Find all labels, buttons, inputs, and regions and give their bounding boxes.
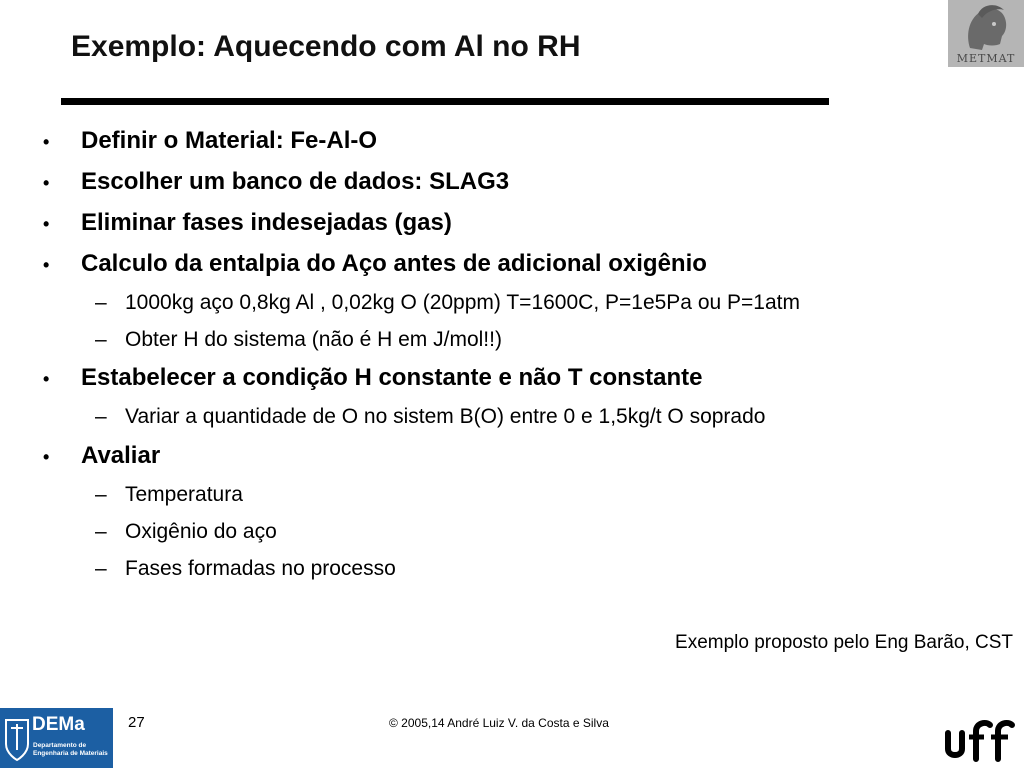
sub-bullet-item — [95, 483, 243, 507]
bullet-item — [43, 127, 378, 155]
sub-bullet-item — [95, 405, 766, 429]
bullet-icon: • — [43, 132, 50, 152]
dash-icon: – — [95, 520, 107, 543]
bullet-text: Estabelecer a condição H constante e não T constante — [81, 364, 703, 391]
copyright: © 2005,14 André Luiz V. da Costa e Silva — [389, 716, 609, 730]
crest-icon — [2, 710, 32, 768]
dash-icon: – — [95, 328, 107, 351]
helmet-head-icon — [948, 0, 1024, 54]
metmat-logo — [948, 0, 1024, 67]
sub-bullet-text: 1000kg aço 0,8kg Al , 0,02kg O (20ppm) T=1600C, P=1e5Pa ou P=1atm — [125, 291, 800, 314]
sub-bullet-item — [95, 520, 277, 544]
dash-icon: – — [95, 557, 107, 580]
bullet-item — [43, 250, 707, 278]
dema-subtitle-line: Departamento de — [33, 742, 87, 749]
dema-subtitle — [33, 742, 108, 758]
sub-bullet-text: Temperatura — [125, 483, 243, 506]
sub-bullet-item — [95, 291, 800, 315]
sub-bullet-text: Obter H do sistema (não é H em J/mol!!) — [125, 328, 502, 351]
bullet-icon: • — [43, 255, 50, 275]
sub-bullet-item — [95, 328, 502, 352]
sub-bullet-item — [95, 557, 396, 581]
bullet-item — [43, 209, 452, 237]
dash-icon: – — [95, 405, 107, 428]
bullet-icon: • — [43, 447, 50, 467]
metmat-wordmark: METMAT — [956, 52, 1016, 65]
sub-bullet-text: Fases formadas no processo — [125, 557, 396, 580]
bullet-text: Calculo da entalpia do Aço antes de adicional oxigênio — [81, 250, 707, 277]
page-number: 27 — [128, 714, 145, 731]
slide-title: Exemplo: Aquecendo com Al no RH — [71, 30, 581, 63]
bullet-icon: • — [43, 173, 50, 193]
dema-logo — [0, 708, 113, 768]
dash-icon: – — [95, 483, 107, 506]
credit-note: Exemplo proposto pelo Eng Barão, CST — [675, 632, 1013, 653]
bullet-item — [43, 442, 161, 470]
bullet-item — [43, 168, 510, 196]
title-underline — [61, 98, 829, 105]
dema-subtitle-line: Engenharia de Materiais — [33, 750, 108, 757]
sub-bullet-text: Variar a quantidade de O no sistem B(O) entre 0 e 1,5kg/t O soprado — [125, 405, 766, 428]
dash-icon: – — [95, 291, 107, 314]
bullet-item — [43, 364, 703, 392]
bullet-text: Eliminar fases indesejadas (gas) — [81, 209, 452, 236]
bullet-text: Definir o Material: Fe-Al-O — [81, 127, 378, 154]
sub-bullet-text: Oxigênio do aço — [125, 520, 277, 543]
bullet-text: Avaliar — [81, 442, 161, 469]
dema-wordmark: DEMa — [32, 714, 85, 735]
bullet-text: Escolher um banco de dados: SLAG3 — [81, 168, 510, 195]
bullet-icon: • — [43, 214, 50, 234]
bullet-icon: • — [43, 369, 50, 389]
uff-logo — [944, 717, 1018, 763]
